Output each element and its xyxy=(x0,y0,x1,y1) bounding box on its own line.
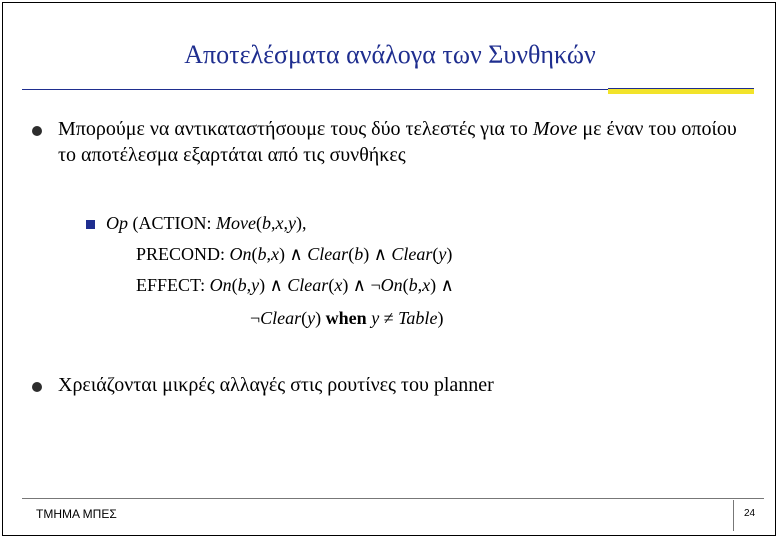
sub-bullet-square xyxy=(86,220,95,229)
footer-divider xyxy=(22,498,764,499)
bullet-text-1-part-a: Μπορούμε να αντικαταστήσουμε τους δύο τελεστές για το xyxy=(58,118,533,140)
title-accent-line xyxy=(608,88,754,89)
footer-label: ΤΜΗΜΑ ΜΠΕΣ xyxy=(36,507,117,521)
operator-line-3: EFFECT: On(b,y) ∧ Clear(x) ∧ ¬On(b,x) ∧ xyxy=(136,275,454,295)
bullet-text-1 xyxy=(58,116,738,168)
bullet-dot-2 xyxy=(32,382,42,392)
operator-line-4: ¬Clear(y) when y ≠ Table) xyxy=(250,308,444,328)
slide-title: Αποτελέσματα ανάλογα των Συνθηκών xyxy=(184,40,596,69)
bullet-text-2: Χρειάζονται μικρές αλλαγές στις ρουτίνες του planner xyxy=(58,374,494,396)
slide-frame xyxy=(2,2,776,536)
operator-line-2: PRECOND: On(b,x) ∧ Clear(b) ∧ Clear(y) xyxy=(136,244,453,264)
bullet-text-1-part-b: με έναν του οποίου το αποτέλεσμα εξαρτάται από τις συνθήκες xyxy=(58,118,737,166)
bullet-dot-1 xyxy=(32,126,42,136)
page-number: 24 xyxy=(744,508,756,519)
bullet-text-1-move: Move xyxy=(532,118,578,140)
operator-line-1: Op (ACTION: Move(b,x,y), xyxy=(106,213,307,233)
